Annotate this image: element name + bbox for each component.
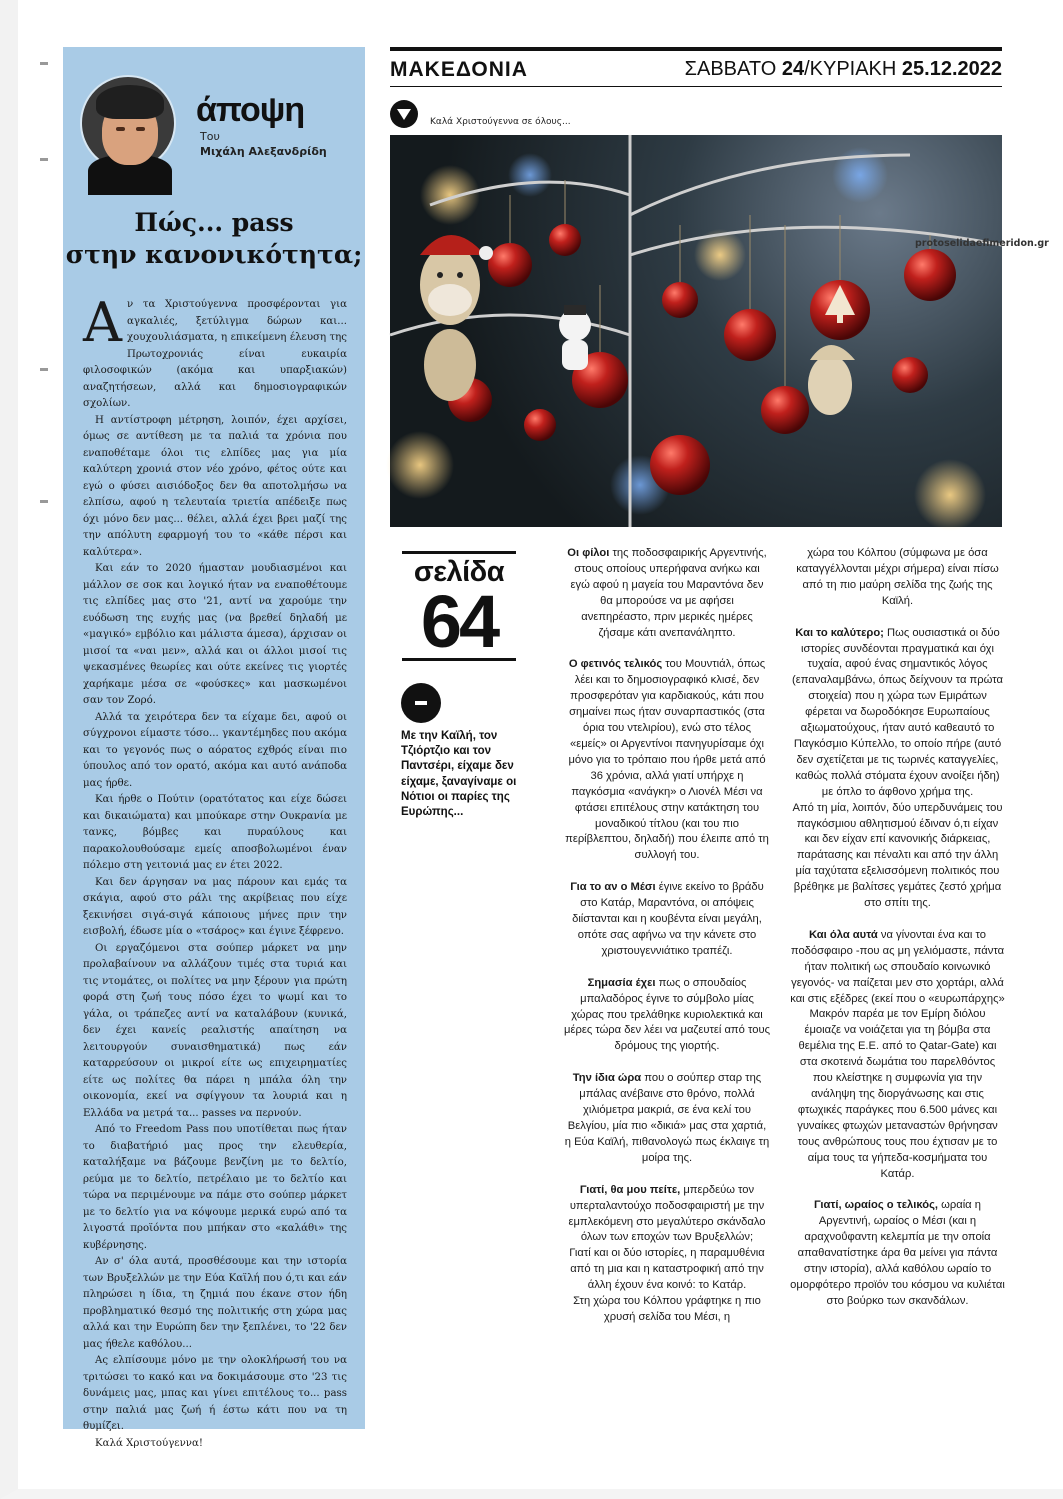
author-name: Μιχάλη Αλεξανδρίδη	[200, 145, 327, 158]
opinion-paragraph: Αν σ' όλα αυτά, προσθέσουμε και την ιστορία των Βρυξελλών με την Εύα Καϊλή που ό,τι και εάν πληρώσει η ίδια, τη ζημιά που έκανε στον ήδη προβληματικό θεσμό της πολιτικής στη χώρα μας αλλά και την Ευρώπη δεν την ξεπλένει, το '22 δεν μας ήθελε καθόλου...	[83, 1256, 347, 1350]
opinion-title-line: Πώς... pass	[134, 208, 294, 237]
article-paragraph: Και όλα αυτά να γίνονται ένα και το ποδόσφαιρο -που ας μη γελιόμαστε, πάντα ήταν πολιτική ως σπουδαίο κοινωνικό γεγονός- να παίζεται μεν στο χορτάρι, αλλά και στις εξέδρες (εκεί που ο «ευρωπάρχης» Μακρόν παρέα με τον Εμίρη διόλου έμοιαζε να νοιάζεται για τη βόμβα στα θεμέλια της Ε.Ε. από το Qatar-Gate) και στα σκοτεινά δωμάτια του παρελθόντος που κλείστηκε η συμφωνία για την ανάληψη της διοργάνωσης και στις φτωχικές παράγκες που 6.500 μάνες και γυναίκες φτωχών μεταναστών θρήνησαν τους ανθρώπους τους που έχτισαν με το αίμα τους τα γήπεδα-κοσμήματα του Κατάρ.	[790, 928, 1005, 1180]
opinion-body	[83, 291, 347, 1452]
opinion-title	[63, 207, 365, 271]
newspaper-name: ΜΑΚΕΔΟΝΙΑ	[390, 58, 528, 81]
edge-mark	[40, 62, 48, 65]
article-paragraph: χώρα του Κόλπου (σύμφωνα με όσα καταγγέλλονται μέχρι σήμερα) είναι πίσω από τη πιο μαύρη σελίδα της ζωής της Καϊλή.	[796, 547, 999, 607]
selida-word: σελίδα	[413, 556, 505, 588]
opinion-paragraph: Αν τα Χριστούγεννα προσφέρονται για αγκαλιές, ξετύλιγμα δώρων και... χουχουλιάσματα, η επικείμενη έλευση της Πρωτοχρονιάς είναι ευκαιρία φιλοσοφικών (ακόμα και υπαρξιακών) αναζητήσεων, αλλά και δημοσιογραφικών σχολίων.	[83, 291, 347, 409]
triangle-down-icon	[390, 100, 418, 128]
opinion-paragraph: Αλλά τα χειρότερα δεν τα είχαμε δει, αφού οι σύγχρονοι είμαστε τόσο... γκαντέμηδες που ακόμα και το γεγονός πως ο αόρατος εχθρός είναι πιο ύπουλος από τον ορατό, ακόμα και αυτό ανάποδα μας ήρθε.	[83, 711, 347, 789]
article-paragraph: Οι φίλοι της ποδοσφαιρικής Αργεντινής, στους οποίους υπερήφανα ανήκω και εγώ αφού η μαγεία του Μαραντόνα δεν θα μπορούσε να με αφήσει ανεπηρέαστο, πριν μερικές ημέρες ζήσαμε κάτι ανεπανάληπτο.	[567, 547, 767, 639]
article-column-right	[790, 546, 1005, 1326]
opinion-header	[63, 47, 365, 177]
opinion-paragraph: Από το Freedom Pass που υποτίθεται πως ήταν το διαβατήριό μας προς την ελευθερία, καταλήξαμε να βάζουμε βενζίνη με το δελτίο, ρεύμα με το δελτίο, πετρέλαιο με το δελτίο και τώρα να περιμένουμε να πάμε στο σούπερ μάρκετ με το δελτίο για να κόψουμε μερικά ευρώ από τα λιγοστά προϊόντα που μπήκαν στο «καλάθι» της κυβέρνησης.	[83, 1124, 347, 1251]
minus-circle-icon	[401, 683, 441, 723]
masthead	[390, 47, 1002, 87]
article-paragraph: Για το αν ο Μέσι έγινε εκείνο το βράδυ στο Κατάρ, Μαραντόνα, οι απόψεις διίστανται και η κουβέντα είναι μεγάλη, οπότε σας αφήνω να την κάνετε στο χριστουγεννιάτικο τραπέζι.	[570, 881, 764, 957]
photo-caption: Καλά Χριστούγεννα σε όλους...	[430, 117, 571, 127]
article-column-middle	[564, 546, 770, 1326]
article-paragraph: Γιατί, θα μου πείτε, μπερδεύω τον υπερταλαντούχο ποδοσφαιριστή με την εμπλεκόμενη στο μεγαλύτερο σκάνδαλο όλων των εποχών των Βρυξελλών;	[568, 1183, 766, 1244]
edge-mark	[40, 368, 48, 371]
opinion-section-label: άποψη	[196, 91, 305, 129]
christmas-ornaments-photo	[390, 135, 1002, 527]
article-paragraph: Στη χώρα του Κόλπου γράφτηκε η πιο χρυσή σελίδα του Μέσι, η	[573, 1295, 761, 1323]
author-avatar	[80, 75, 176, 171]
page-number: 64	[420, 580, 498, 663]
article-paragraph: Γιατί και οι δύο ιστορίες, η παραμυθένια από τη μια και η καταστροφική από την άλλη έχουν ένα κοινό: το Κατάρ.	[569, 1247, 765, 1292]
opinion-paragraph: Και δεν άργησαν να μας πάρουν και εμάς τα σκάγια, αφού στο ράλι της ακρίβειας που είχε ξεκινήσει σιγά-σιγά κάποιους μήνες πριν την εισβολή, έδωσε μία ο «τσάρος» και έγινε ξέφρενο.	[83, 876, 347, 937]
opinion-paragraph: Καλά Χριστούγεννα!	[95, 1437, 203, 1449]
ornaments-illustration	[390, 135, 1002, 527]
dropcap: Α	[83, 291, 122, 354]
opinion-paragraph: Και ήρθε ο Πούτιν (ορατότατος και είχε δώσει και δικαιώματα) και μπούκαρε στην Ουκρανία με τανκς, βόμβες και πυραύλους και παρακολουθούσαμε εμείς αποσβολωμένοι έναν πόλεμο στη γειτονιά μας εν έτει 2022.	[83, 794, 347, 871]
edge-mark	[40, 158, 48, 161]
opinion-title-line: στην κανονικότητα;	[65, 240, 363, 269]
article-paragraph: Από τη μία, λοιπόν, δύο υπερδυνάμεις του παγκόσμιου αθλητισμού έδιναν ό,τι είχαν και δεν είχαν επί κανονικής διάρκειας, παράτασης και πέναλτι και από την άλλη μία ταχύτατα εξελισσόμενη πολιτικός που βρέθηκε με βαλίτσες γεμάτες ζεστό χρήμα στο σπίτι της.	[792, 801, 1003, 910]
website-watermark: protoselidaefimeridon.gr	[915, 238, 1049, 249]
edge-mark	[40, 500, 48, 503]
article-paragraph: Σημασία έχει πως ο σπουδαίος μπαλαδόρος έγινε το σύμβολο μίας χώρας που τρελάθηκε κυριολεκτικά και μέρες τώρα δεν λέει να μαζευτεί από τους δρόμους της γιορτής.	[564, 976, 770, 1053]
opinion-column	[63, 47, 365, 1449]
article-paragraph: Την ίδια ώρα που ο σούπερ σταρ της μπάλας ανέβαινε στο θρόνο, πολλά χιλιόμετρα μακριά, σε ένα κελί του Βελγίου, μία πιο «δικιά» μας στα χαρτιά, η Εύα Καϊλή, πιθανολογώ πως έκλαιγε τη μοίρα της.	[564, 1072, 770, 1164]
article-paragraph: Ο φετινός τελικός του Μουντιάλ, όπως λέει και το δημοσιογραφικό κλισέ, δεν προσφερόταν για καρδιακούς, κάτι που σημαίνει πως ήταν συναρπαστικός (στα όρια του ντελιρίου), ενώ στο τέλος «εμείς» οι Αργεντίνοι πανηγυρίσαμε όχι μόνο για το τρόπαιο που ήρθε μετά από 36 χρόνια, αλλά γιατί υπήρχε η παγκόσμια «ανάγκη» ο Λιονέλ Μέσι να φτάσει επιτέλους στην κατάκτηση του μοναδικού τίτλου (και του πιο περίβλεπτου, δηλαδή) που έλειπε από τη συλλογή του.	[565, 658, 769, 862]
opinion-paragraph: Ας ελπίσουμε μόνο με την ολοκλήρωσή του να τριτώσει το κακό και να δοκιμάσουμε στο '23 τις δυνάμεις μας, μπας και γίνει επιτέλους το... pass στην παλιά μας ζωή ή έστω κάτι που να τη θυμίζει.	[83, 1355, 347, 1432]
opinion-paragraph: Οι εργαζόμενοι στα σούπερ μάρκετ να μην προλαβαίνουν να αλλάζουν τιμές στα τυριά και τις ντομάτες, οι πολίτες να μην ξέρουν για πρώτη φορά στη ζωή τους πόσο έχει το ψωμί και το γάλα, οι τράπεζες αντί να καταλάβουν (κυνικά, δεν έχει κανείς ρεαλιστής απαίτηση να λειτουργούν συναισθηματικά) πως εάν καταρρεύσουν οι μικροί είτε ως επιχειρηματίες είτε ως πολίτες θα πάρει η μπάλα όλη την οικονομία, εκεί να σφίγγουν τα λουριά και η Ελλάδα να μετρά τα... passes να περνούν.	[83, 942, 347, 1119]
issue-date: ΣΑΒΒΑΤΟ 24/ΚΥΡΙΑΚΗ 25.12.2022	[684, 58, 1002, 80]
selida-teaser: Με την Καϊλή, τον Τζιόρτζιο και τον Παντσέρι, είχαμε δεν είχαμε, ξαναγίναμε οι Νότιοι οι παρίες της Ευρώπης...	[401, 730, 517, 819]
byline-prefix: Του	[200, 130, 220, 143]
opinion-paragraph: Και εάν το 2020 ήμασταν μουδιασμένοι και μάλλον σε σοκ και λογικό ήταν να εναποθέτουμε τις ελπίδες μας στο '21, αντί να χαρούμε την ευόδωση της ευχής μας (να βρεθεί δηλαδή με «μαγικό» εμβόλιο και μάλιστα άμεσα), άρχισαν οι μισοί τα «ναι μεν», αλλά και οι άλλοι μισοί τις ψεκασμένες θεωρίες και ούτε εκείνες τις γιορτές χαρήκαμε μέσα σε «φούσκες» και μασκωμένοι σαν τον Ζορό.	[83, 563, 347, 706]
selida-box	[402, 551, 516, 661]
article-paragraph: Γιατί, ωραίος ο τελικός, ωραία η Αργεντινή, ωραίος ο Μέσι (και η αραχνοΰφαντη κελεμπία με την οποία απαθανατίστηκε άρα θα μείνει για πάντα στην ιστορία), αλλά καθόλου ωραίο το ομορφότερο προϊόν του κόσμου να κυλιέται στο βούρκο των σκανδάλων.	[790, 1199, 1005, 1307]
article-paragraph: Και το καλύτερο; Πως ουσιαστικά οι δύο ιστορίες συνδέονται πραγματικά και όχι τυχαία, αφού ένας σημαντικός λόγος (επαναλαμβάνω, όπως δείχνουν τα πρώτα στοιχεία) που η χώρα των Εμιράτων φέρεται να δωροδόκησε Ευρωπαίους αξιωματούχους, ήταν αυτό καθεαυτό το Παγκόσμιο Κύπελλο, το οποίο πήρε (αυτό δεν σχετίζεται με τις τωρινές καταγγελίες, καθώς πολλά στόματα έχουν ανοίξει ήδη) με όπλο το άφθονο χρήμα της.	[792, 626, 1003, 798]
opinion-paragraph: Η αντίστροφη μέτρηση, λοιπόν, έχει αρχίσει, όμως σε αντίθεση με τα παλιά τα χρόνια που εναποθέταμε όλοι τις ελπίδες μας για μία καλύτερη χρονιά στον νέο χρόνο, φέτος ούτε και εγώ ο φύσει αισιόδοξος δεν θα αποτολμήσω να ελπίσω, αφού η τελευταία τριετία απέδειξε πως όχι μόνο δεν μας... θέλει, αλλά έχει βρει μαζί της την απόλυτη εφαρμογή του το «κάθε πέρσι και καλύτερα».	[83, 414, 347, 558]
